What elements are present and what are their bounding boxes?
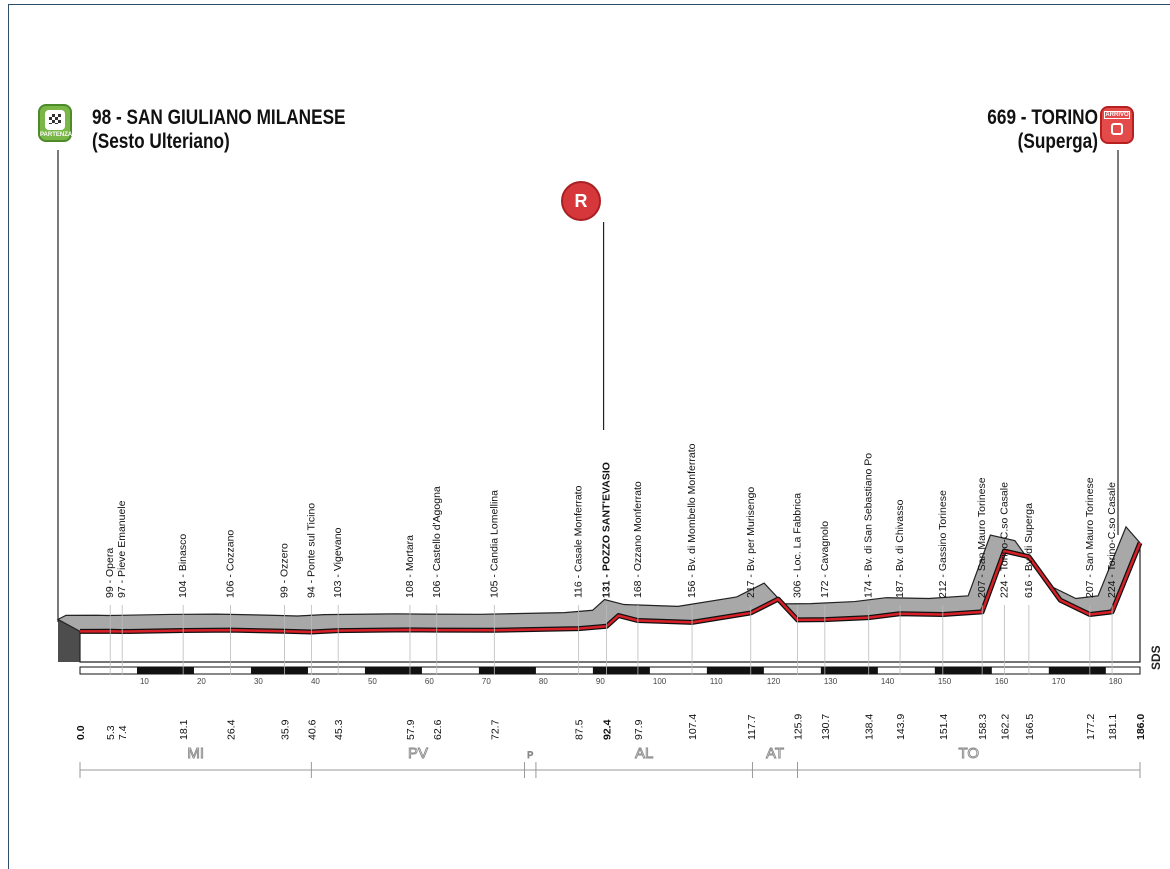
km-label: 18.1 bbox=[178, 719, 191, 740]
ruler-tick-label: 150 bbox=[937, 677, 952, 686]
km-label: 5.3 bbox=[105, 725, 118, 740]
place-label: 172 - Cavagnolo bbox=[818, 520, 831, 598]
ruler-tick-label: 100 bbox=[652, 677, 667, 686]
km-ruler-block bbox=[137, 667, 194, 674]
place-label: 116 - Casale Monferrato bbox=[572, 485, 585, 598]
ruler-tick-label: 50 bbox=[367, 677, 377, 686]
place-label: 156 - Bv. di Mombello Monferrato bbox=[686, 443, 699, 598]
place-label: 207 - San Mauro Torinese bbox=[1083, 477, 1096, 598]
ruler-tick-label: 170 bbox=[1051, 677, 1066, 686]
ruler-tick-label: 130 bbox=[823, 677, 838, 686]
place-label: 187 - Bv. di Chivasso bbox=[894, 499, 907, 598]
km-ruler-block bbox=[935, 667, 992, 674]
place-label: 212 - Gassino Torinese bbox=[936, 490, 949, 598]
ruler-tick-label: 140 bbox=[880, 677, 895, 686]
km-label: 97.9 bbox=[632, 719, 645, 740]
km-label: 72.7 bbox=[489, 719, 502, 740]
place-label: 104 - Binasco bbox=[177, 533, 190, 598]
sds-label: SDS bbox=[1149, 645, 1163, 670]
km-label: 130.7 bbox=[819, 713, 832, 740]
finish-badge-label: ARRIVO bbox=[1105, 112, 1129, 118]
km-ruler-block bbox=[707, 667, 764, 674]
place-label: 224 - Torino-C.so Casale bbox=[1106, 482, 1119, 598]
km-label: 7.4 bbox=[117, 725, 130, 740]
km-label: 92.4 bbox=[601, 719, 614, 740]
region-label: AL bbox=[635, 745, 654, 762]
place-label: 174 - Bv. di San Sebastiano Po bbox=[862, 452, 875, 598]
km-label: 186.0 bbox=[1135, 713, 1147, 740]
place-label: 106 - Castello d'Agogna bbox=[430, 486, 443, 598]
km-ruler-block bbox=[593, 667, 650, 674]
region-label: TO bbox=[958, 745, 980, 762]
km-ruler-block bbox=[479, 667, 536, 674]
km-label: 177.2 bbox=[1084, 713, 1097, 740]
ruler-tick-label: 10 bbox=[139, 677, 149, 686]
place-label: 94 - Ponte sul Ticino bbox=[305, 502, 318, 598]
ruler-tick-label: 110 bbox=[709, 677, 723, 686]
place-label: 108 - Mortara bbox=[403, 534, 416, 598]
place-label: 103 - Vigevano bbox=[332, 527, 345, 598]
finish-subtitle: (Superga) bbox=[1017, 130, 1098, 153]
km-label: 162.2 bbox=[999, 713, 1012, 740]
place-label: 99 - Ozzero bbox=[278, 543, 291, 598]
place-label: 99 - Opera bbox=[104, 547, 117, 598]
km-label: 125.9 bbox=[792, 713, 805, 740]
ruler-tick-label: 180 bbox=[1108, 677, 1123, 686]
km-label: 57.9 bbox=[404, 719, 417, 740]
place-label: 131 - POZZO SANT'EVASIO bbox=[600, 462, 613, 598]
km-label: 40.6 bbox=[306, 719, 319, 740]
km-label: 45.3 bbox=[333, 719, 346, 740]
region-label: MI bbox=[187, 745, 205, 762]
r-marker-badge: R bbox=[561, 181, 601, 221]
km-label: 158.3 bbox=[977, 713, 990, 740]
ruler-tick-label: 40 bbox=[310, 677, 320, 686]
start-subtitle: (Sesto Ulteriano) bbox=[92, 130, 230, 153]
ruler-tick-label: 80 bbox=[538, 677, 548, 686]
start-altitude-title: 98 - SAN GIULIANO MILANESE bbox=[92, 106, 346, 129]
region-label: AT bbox=[765, 745, 785, 762]
km-label: 166.5 bbox=[1023, 713, 1036, 740]
place-label: 97 - Pieve Emanuele bbox=[116, 500, 129, 598]
km-ruler-block bbox=[1049, 667, 1106, 674]
place-label: 217 - Bv. per Murisengo bbox=[744, 486, 757, 598]
ruler-tick-label: 90 bbox=[595, 677, 605, 686]
place-label: 106 - Cozzano bbox=[224, 529, 237, 598]
place-label: 105 - Candia Lomellina bbox=[488, 490, 501, 598]
ruler-tick-label: 60 bbox=[424, 677, 434, 686]
place-label: 207 - San Mauro Torinese bbox=[976, 477, 989, 598]
km-label: 181.1 bbox=[1107, 713, 1120, 740]
km-label: 151.4 bbox=[937, 713, 950, 740]
km-label: 117.7 bbox=[745, 714, 758, 740]
region-label: P bbox=[527, 750, 534, 760]
km-ruler-block bbox=[821, 667, 878, 674]
ruler-tick-label: 20 bbox=[196, 677, 206, 686]
km-label: 87.5 bbox=[573, 719, 586, 740]
km-label: 143.9 bbox=[895, 713, 908, 740]
ruler-tick-label: 120 bbox=[766, 677, 781, 686]
km-label: 35.9 bbox=[279, 719, 292, 740]
km-label: 107.4 bbox=[687, 713, 700, 740]
finish-altitude-title: 669 - TORINO bbox=[987, 106, 1098, 129]
region-label: PV bbox=[407, 745, 428, 762]
ruler-tick-label: 160 bbox=[994, 677, 1009, 686]
km-ruler-block bbox=[251, 667, 308, 674]
ruler-tick-label: 70 bbox=[481, 677, 491, 686]
place-label: 168 - Ozzano Monferrato bbox=[631, 481, 644, 598]
place-label: 616 - Bv. di Superga bbox=[1022, 503, 1035, 598]
km-label: 138.4 bbox=[863, 713, 876, 740]
start-badge-label: PARTENZA bbox=[40, 132, 73, 138]
km-label: 62.6 bbox=[431, 719, 444, 740]
km-label: 26.4 bbox=[225, 719, 238, 740]
km-label: 0.0 bbox=[75, 725, 87, 740]
place-label: 224 - Torino-C.so Casale bbox=[998, 482, 1011, 598]
km-ruler-block bbox=[365, 667, 422, 674]
ruler-tick-label: 30 bbox=[253, 677, 263, 686]
place-label: 306 - Loc. La Fabbrica bbox=[791, 492, 804, 598]
